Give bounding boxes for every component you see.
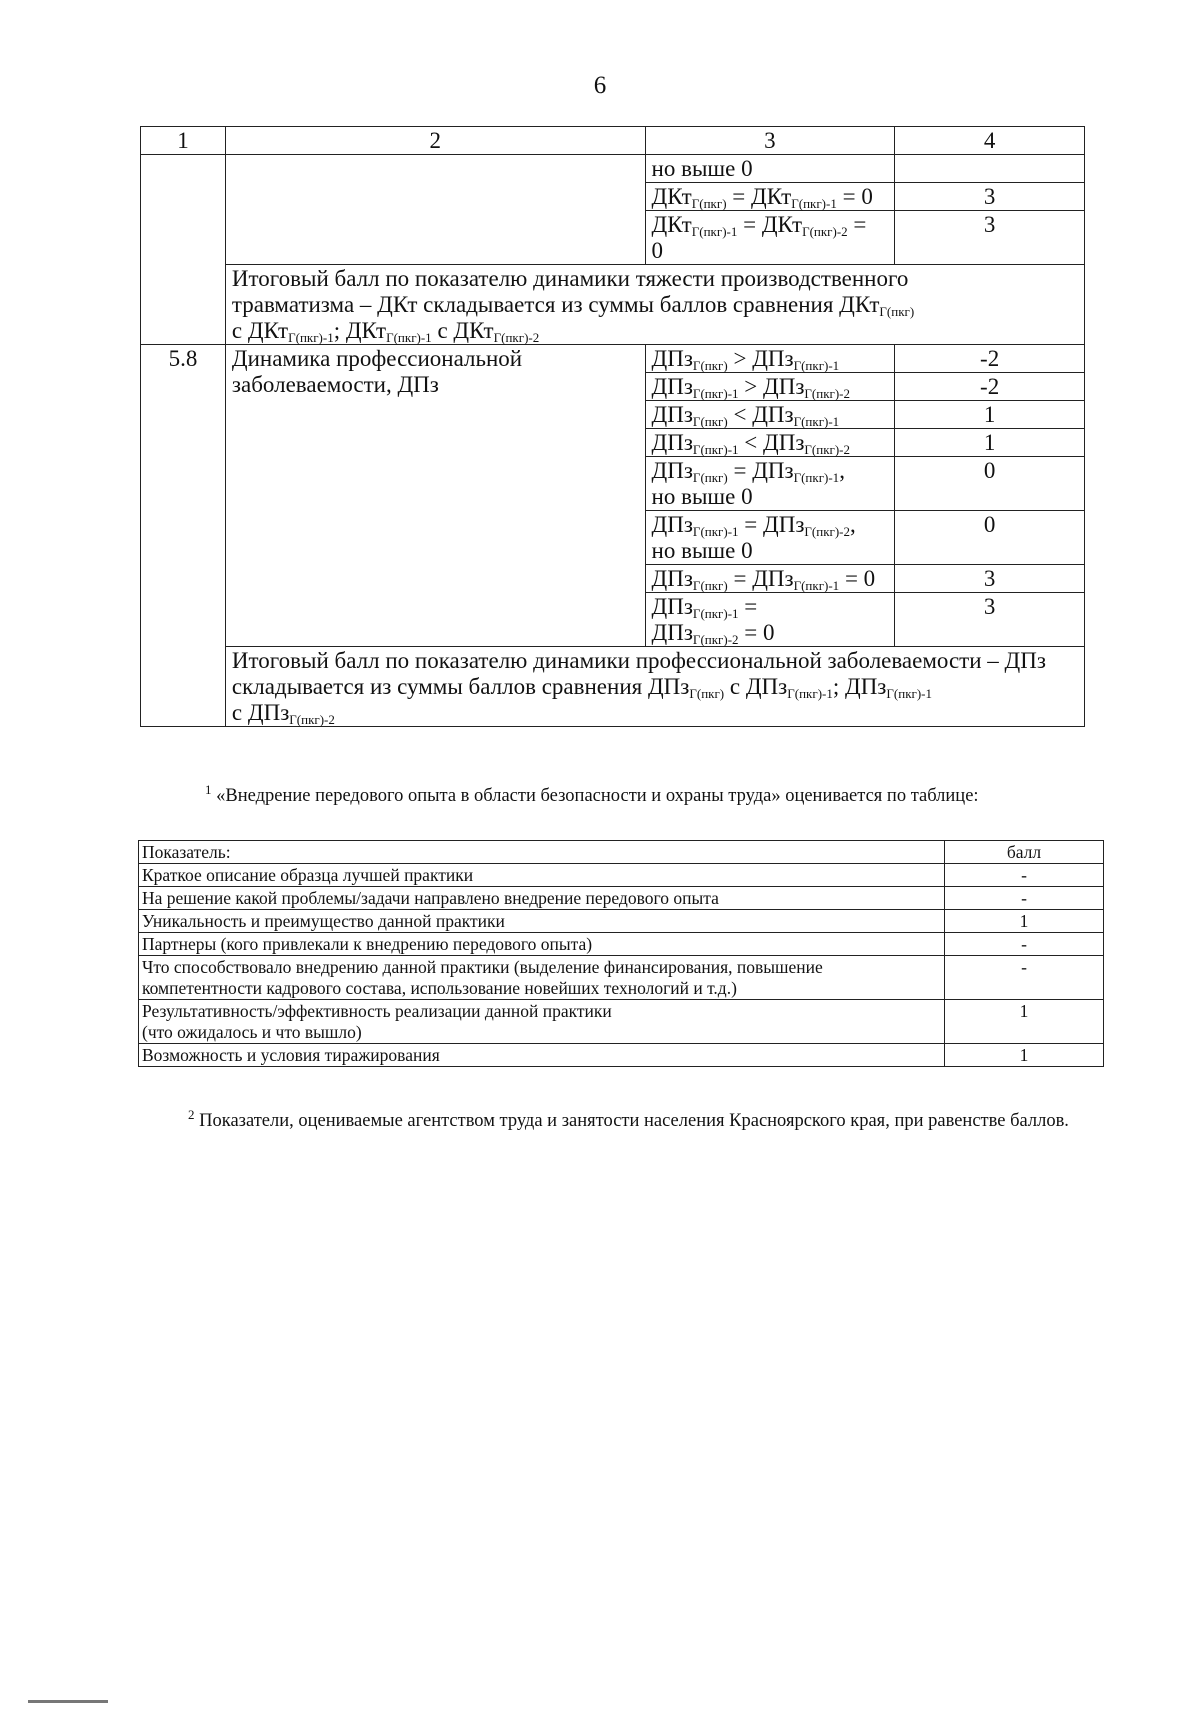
score-cell: -2 <box>895 345 1085 373</box>
score-cell: - <box>945 933 1104 956</box>
footnote-text: «Внедрение передового опыта в области безопасности и охраны труда» оценивается по таблице: <box>216 786 979 806</box>
header-col-1: 1 <box>141 127 226 155</box>
condition-cell: ДПз$_{Г(пкг)-1}$ < ДПз$_{Г(пкг)-2}$ <box>645 429 895 457</box>
score-cell: 1 <box>895 429 1085 457</box>
footnote-marker: 1 <box>205 782 212 797</box>
score-cell: 1 <box>945 1000 1104 1044</box>
score-cell: -2 <box>895 373 1085 401</box>
score-cell: 1 <box>945 1044 1104 1067</box>
table-row <box>139 887 1104 910</box>
condition-cell: ДПз$_{Г(пкг)}$ = ДПз$_{Г(пкг)-1}$, но выше 0 <box>645 457 895 511</box>
indicator-cell: Уникальность и преимущество данной практики <box>139 910 945 933</box>
indicator-cell: Результативность/эффективность реализации данной практики (что ожидалось и что вышло) <box>139 1000 945 1044</box>
footnote-text: Показатели, оцениваемые агентством труда и занятости населения Красноярского края, при равенстве баллов. <box>199 1111 1069 1131</box>
indicator-cell: Что способствовало внедрению данной практики (выделение финансирования, повышение компетентности кадрового состава, использование новейших технологий и т.д.) <box>139 956 945 1000</box>
score-cell: - <box>945 887 1104 910</box>
header-row <box>141 127 1085 155</box>
score-cell: 0 <box>895 511 1085 565</box>
indicator-cell: Партнеры (кого привлекали к внедрению передового опыта) <box>139 933 945 956</box>
empty-title-cell <box>225 155 645 265</box>
section-number: 5.8 <box>141 345 226 727</box>
score-cell: 3 <box>895 593 1085 647</box>
section-title: Динамика профессиональной заболеваемости, ДПз <box>225 345 645 647</box>
table-row <box>139 1044 1104 1067</box>
score-cell: 3 <box>895 565 1085 593</box>
condition-cell: ДКт$_{Г(пкг)-1}$ = ДКт$_{Г(пкг)-2}$ = 0 <box>645 211 895 265</box>
table-row <box>141 345 1085 373</box>
best-practice-table <box>138 840 1104 1067</box>
table-row <box>139 956 1104 1000</box>
summary-row <box>141 265 1085 345</box>
score-cell: 3 <box>895 211 1085 265</box>
table-row <box>141 155 1085 183</box>
score-cell: 1 <box>945 910 1104 933</box>
footnote-2 <box>140 1108 1110 1134</box>
summary-cell: Итоговый балл по показателю динамики тяжести производственного травматизма – ДКт складывается из суммы баллов сравнения ДКт$_{Г(пкг)}$ с ДКт$_{Г(пкг)-1}$; ДКт$_{Г(пкг)-1}$ с ДКт$_{Г(пкг)-2}$ <box>225 265 1084 345</box>
score-cell <box>895 155 1085 183</box>
criteria-table <box>140 126 1085 727</box>
header-row <box>139 841 1104 864</box>
table-row <box>139 864 1104 887</box>
score-cell: - <box>945 956 1104 1000</box>
summary-cell: Итоговый балл по показателю динамики профессиональной заболеваемости – ДПз складывается из суммы баллов сравнения ДПз$_{Г(пкг)}$ с ДПз$_{Г(пкг)-1}$; ДПз$_{Г(пкг)-1}$ с ДПз$_{Г(пкг)-2}$ <box>225 647 1084 727</box>
condition-cell: но выше 0 <box>645 155 895 183</box>
table-row <box>139 933 1104 956</box>
score-cell: 3 <box>895 183 1085 211</box>
condition-cell: ДПз$_{Г(пкг)-1}$ > ДПз$_{Г(пкг)-2}$ <box>645 373 895 401</box>
condition-cell: ДПз$_{Г(пкг)}$ = ДПз$_{Г(пкг)-1}$ = 0 <box>645 565 895 593</box>
score-cell: 0 <box>895 457 1085 511</box>
table-row <box>139 1000 1104 1044</box>
condition-cell: ДПз$_{Г(пкг)-1}$ = ДПз$_{Г(пкг)-2}$, но выше 0 <box>645 511 895 565</box>
summary-row <box>141 647 1085 727</box>
condition-cell: ДКт$_{Г(пкг)}$ = ДКт$_{Г(пкг)-1}$ = 0 <box>645 183 895 211</box>
condition-cell: ДПз$_{Г(пкг)}$ > ДПз$_{Г(пкг)-1}$ <box>645 345 895 373</box>
score-cell: 1 <box>895 401 1085 429</box>
score-header: балл <box>945 841 1104 864</box>
header-col-3: 3 <box>645 127 895 155</box>
indicator-cell: На решение какой проблемы/задачи направлено внедрение передового опыта <box>139 887 945 910</box>
indicator-header: Показатель: <box>139 841 945 864</box>
footnote-1 <box>205 782 1105 807</box>
footnote-marker: 2 <box>188 1107 195 1122</box>
empty-number-cell <box>141 155 226 345</box>
page-number: 6 <box>593 72 607 99</box>
indicator-cell: Возможность и условия тиражирования <box>139 1044 945 1067</box>
condition-cell: ДПз$_{Г(пкг)}$ < ДПз$_{Г(пкг)-1}$ <box>645 401 895 429</box>
condition-cell: ДПз$_{Г(пкг)-1}$ = ДПз$_{Г(пкг)-2}$ = 0 <box>645 593 895 647</box>
indicator-cell: Краткое описание образца лучшей практики <box>139 864 945 887</box>
score-cell: - <box>945 864 1104 887</box>
header-col-4: 4 <box>895 127 1085 155</box>
header-col-2: 2 <box>225 127 645 155</box>
table-row <box>139 910 1104 933</box>
scan-artifact <box>28 1700 108 1703</box>
